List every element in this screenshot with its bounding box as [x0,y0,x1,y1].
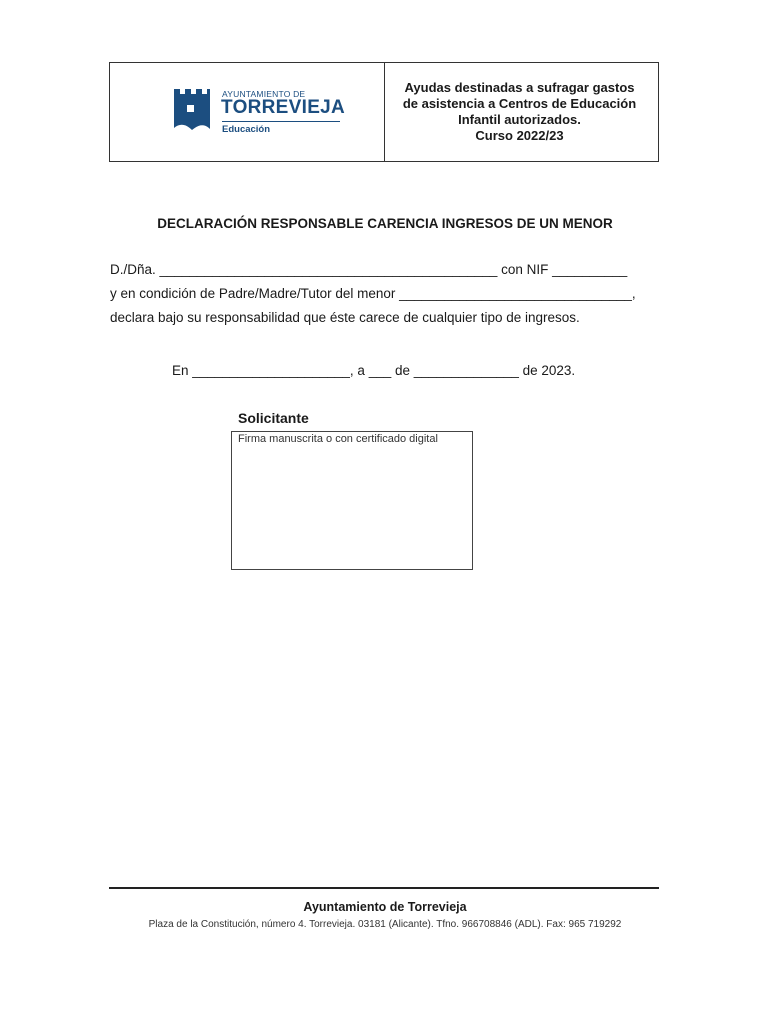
signature-label: Solicitante [238,410,309,426]
logo-department: Educación [222,124,271,135]
signature-hint: Firma manuscrita o con certificado digital [238,433,438,445]
logo [110,63,385,161]
logo-small-text: AYUNTAMIENTO DE [222,89,306,99]
logo-divider [222,121,340,122]
header-title [385,63,658,161]
document-title: DECLARACIÓN RESPONSABLE CARENCIA INGRESOS DE UN MENOR [157,216,613,231]
footer-divider [109,887,659,889]
tower-icon [170,85,212,135]
name-nif-line[interactable]: D./Dña. _____________________________________________ con NIF __________ [110,262,628,277]
footer-address: Plaza de la Constitución, número 4. Torrevieja. 03181 (Alicante). Tfno. 966708846 (ADL). Fax: 965 719292 [148,919,622,930]
guardian-line[interactable]: y en condición de Padre/Madre/Tutor del menor _______________________________, [110,286,636,301]
header-title-line: Ayudas destinadas a sufragar gastos [404,80,635,95]
footer-title: Ayuntamiento de Torrevieja [303,900,467,914]
header-title-line: Infantil autorizados. [458,112,581,127]
signature-box[interactable] [231,431,473,570]
declaration-line: declara bajo su responsabilidad que éste carece de cualquier tipo de ingresos. [110,310,580,325]
place-date-line[interactable]: En _____________________, a ___ de ______________ de 2023. [172,363,576,378]
header-box [109,62,659,162]
header-title-line: de asistencia a Centros de Educación [402,96,637,111]
header-title-line: Curso 2022/23 [475,128,564,143]
logo-name: TORREVIEJA [221,97,346,118]
